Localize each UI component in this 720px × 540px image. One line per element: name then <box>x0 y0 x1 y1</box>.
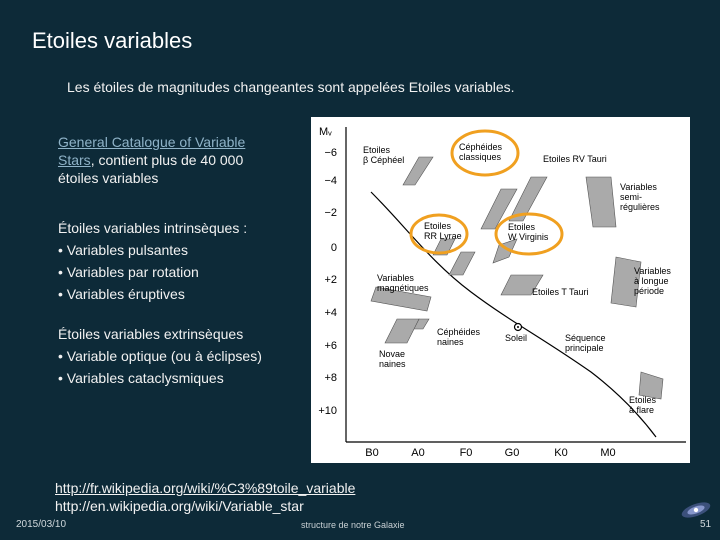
label-classic-cepheids: Céphéides classiques <box>459 142 503 162</box>
intrinsic-heading: Étoiles variables intrinsèques : <box>58 220 248 236</box>
label-t-tauri: Etoiles T Tauri <box>532 287 589 297</box>
subtitle: Les étoiles de magnitudes changeantes sont appelées Etoiles variables. <box>67 79 515 95</box>
x-tick-label: F0 <box>459 447 473 459</box>
x-tick-label: K0 <box>554 447 568 459</box>
y-tick-label: 0 <box>330 242 337 254</box>
label-main-sequence: Séquence principale <box>565 333 606 353</box>
intrinsic-list <box>58 217 247 305</box>
label-w-virginis: Etoiles W Virginis <box>508 222 549 242</box>
y-tick-label: −4 <box>324 175 337 187</box>
y-tick-label: +4 <box>324 307 337 319</box>
y-tick-label: +2 <box>324 274 337 286</box>
page-number: 51 <box>700 519 712 530</box>
intrinsic-item: • Variables éruptives <box>58 286 185 302</box>
catalogue-text: , contient plus de 40 000 étoiles variables <box>58 152 244 186</box>
catalogue-paragraph <box>58 133 283 187</box>
intrinsic-item: • Variables pulsantes <box>58 242 188 258</box>
extrinsic-item: • Variable optique (ou à éclipses) <box>58 348 262 364</box>
y-axis-title: Mᵥ <box>319 126 332 138</box>
y-tick-label: −6 <box>324 147 337 159</box>
extrinsic-heading: Étoiles variables extrinsèques <box>58 326 244 342</box>
label-dwarf-cepheids: Céphéides naines <box>437 327 481 347</box>
x-tick-label: B0 <box>365 447 379 459</box>
label-novae: Novae naines <box>379 349 406 369</box>
label-long-period: Variables à longue période <box>634 266 671 296</box>
extrinsic-item: • Variables cataclysmiques <box>58 370 224 386</box>
x-tick-label: M0 <box>600 447 616 459</box>
extrinsic-list <box>58 323 262 389</box>
label-beta-cepheids: Etoiles β Céphéel <box>363 145 405 165</box>
link-fr-wikipedia[interactable]: http://fr.wikipedia.org/wiki/%C3%89toile_variable <box>55 480 356 496</box>
link-en-wikipedia: http://en.wikipedia.org/wiki/Variable_star <box>55 498 304 514</box>
label-magnetic: Variables magnétiques <box>377 273 429 293</box>
footer-date: 2015/03/10 <box>16 519 67 530</box>
y-tick-label: +10 <box>318 405 337 417</box>
y-tick-label: −2 <box>324 207 337 219</box>
hr-diagram <box>311 117 690 463</box>
y-tick-label: +6 <box>324 340 337 352</box>
catalogue-link[interactable]: General Catalogue of Variable Stars <box>58 134 246 168</box>
label-sun: Soleil <box>505 333 528 343</box>
x-tick-label: A0 <box>411 447 425 459</box>
intrinsic-item: • Variables par rotation <box>58 264 199 280</box>
reference-links <box>55 479 355 515</box>
sun-marker-center <box>517 326 519 328</box>
x-tick-label: G0 <box>504 447 520 459</box>
page-title: Etoiles variables <box>32 28 193 53</box>
footer-title: structure de notre Galaxie <box>301 520 405 530</box>
label-semi-regular: Variables semi- régulières <box>620 182 660 212</box>
label-rr-lyrae: Etoiles RR Lyrae <box>424 221 462 241</box>
label-flare: Etoiles à flare <box>629 395 657 415</box>
label-rv-tauri: Etoiles RV Tauri <box>543 154 607 164</box>
y-tick-label: +8 <box>324 372 337 384</box>
